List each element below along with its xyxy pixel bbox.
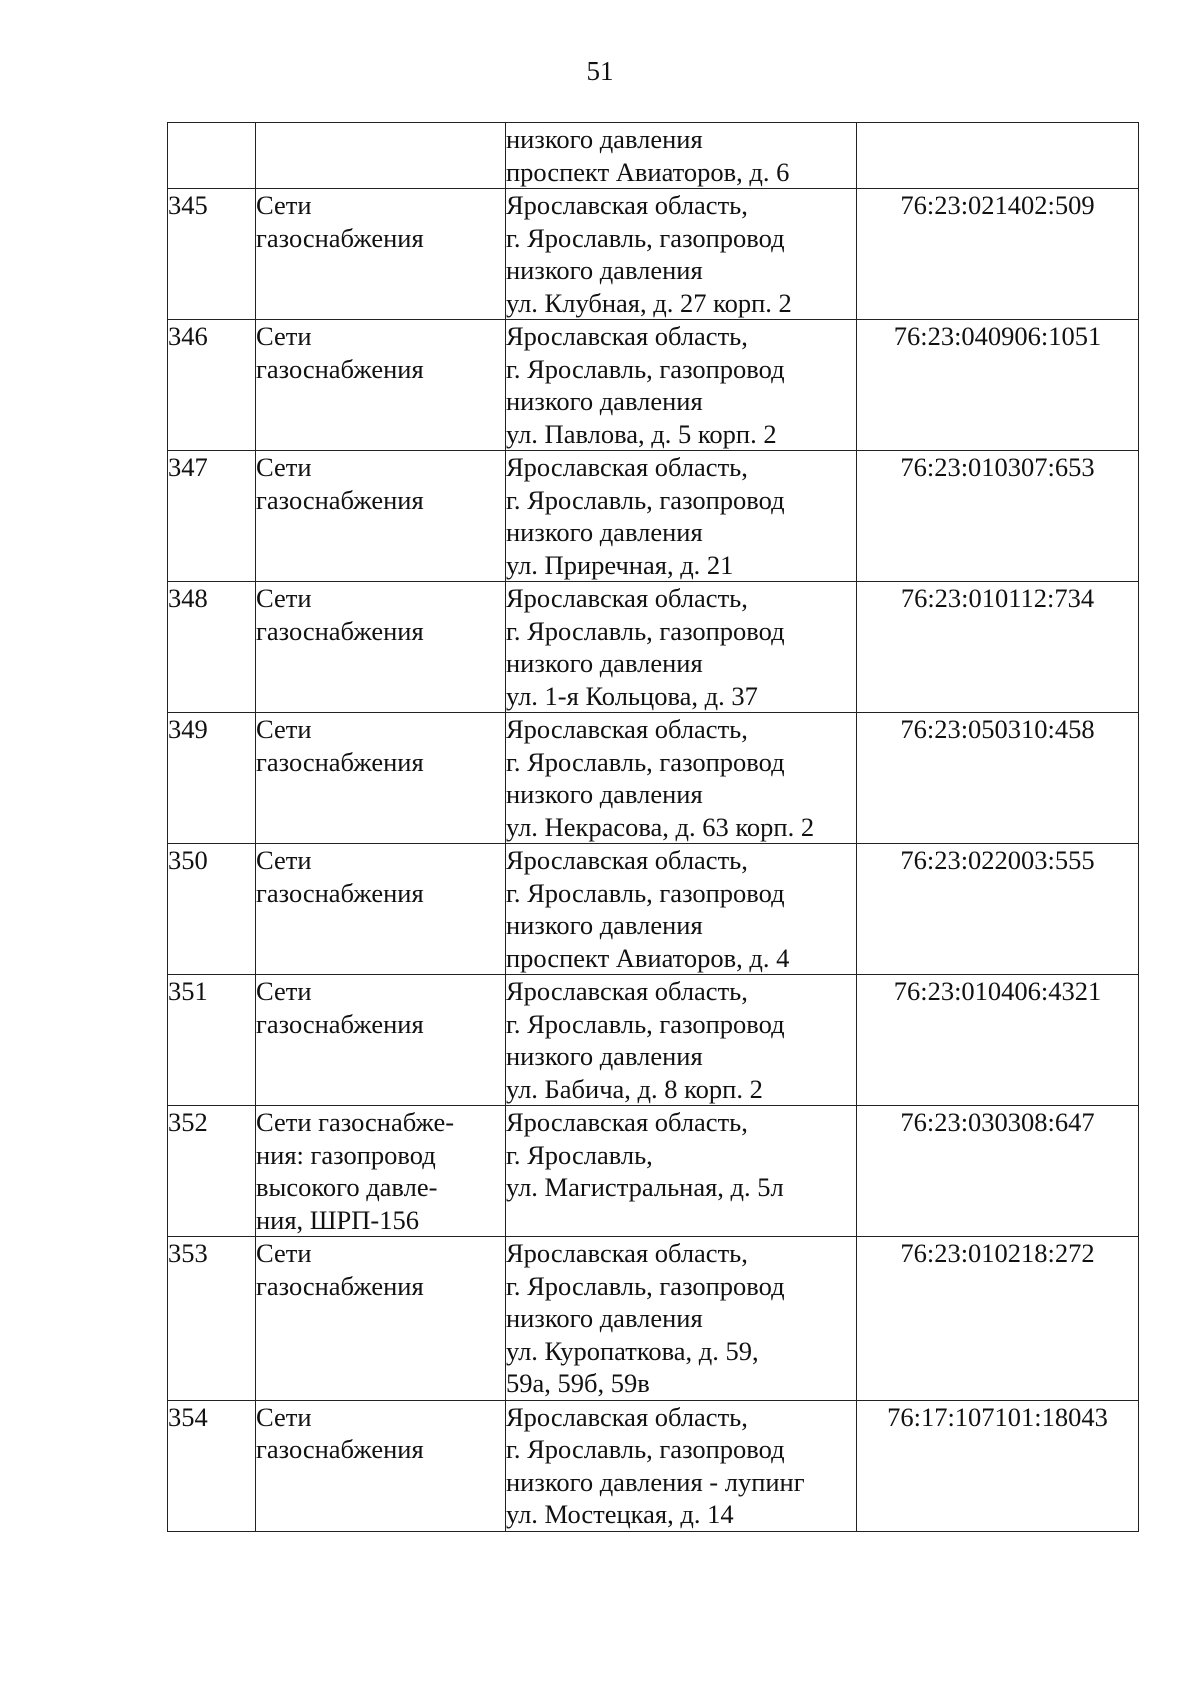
cadastral-number-cell: 76:23:040906:1051 — [857, 320, 1139, 451]
object-name-cell-line: ния: газопровод — [256, 1139, 436, 1170]
address-cell — [506, 1106, 857, 1237]
address-cell-line: низкого давления — [506, 779, 703, 809]
address-cell-line: ул. Куропаткова, д. 59, — [506, 1335, 759, 1366]
object-name-cell-line: Сети — [256, 452, 312, 482]
object-name-cell — [256, 1400, 506, 1531]
address-cell — [506, 189, 857, 320]
address-cell-line: низкого давления — [506, 648, 703, 678]
address-cell-line: проспект Авиаторов, д. 4 — [506, 942, 790, 973]
address-cell — [506, 713, 857, 844]
object-name-cell — [256, 123, 506, 189]
page-number: 51 — [586, 56, 614, 86]
row-number-cell: 351 — [168, 975, 256, 1106]
address-cell — [506, 1400, 857, 1531]
address-cell-line: ул. Магистральная, д. 5л — [506, 1172, 784, 1202]
address-cell — [506, 975, 857, 1106]
object-name-cell-line: газоснабжения — [256, 222, 424, 253]
table-row — [168, 1400, 1139, 1531]
object-name-cell-line: газоснабжения — [256, 484, 424, 515]
cadastral-number-cell: 76:23:022003:555 — [857, 844, 1139, 975]
address-cell-line: низкого давления — [506, 910, 703, 940]
object-name-cell — [256, 1106, 506, 1237]
address-cell-line: низкого давления — [506, 517, 703, 547]
address-cell-line: Ярославская область, — [506, 1401, 748, 1432]
address-cell-line: Ярославская область, — [506, 321, 748, 351]
address-cell-line: Ярославская область, — [506, 190, 748, 220]
continuation-row — [168, 123, 1139, 189]
row-number-cell: 352 — [168, 1106, 256, 1237]
cadastral-number-cell: 76:23:030308:647 — [857, 1106, 1139, 1237]
object-name-cell — [256, 189, 506, 320]
address-cell-line: низкого давления — [506, 386, 703, 416]
cadastral-number-cell: 76:23:050310:458 — [857, 713, 1139, 844]
table-row — [168, 1237, 1139, 1401]
address-cell-line: г. Ярославль, газопровод — [506, 615, 785, 646]
address-cell-line: г. Ярославль, газопровод — [506, 1270, 785, 1301]
row-number-cell: 350 — [168, 844, 256, 975]
address-cell-line: г. Ярославль, газопровод — [506, 1008, 785, 1039]
address-cell-line: ул. Павлова, д. 5 корп. 2 — [506, 418, 777, 449]
table-row — [168, 713, 1139, 844]
address-cell-line: Ярославская область, — [506, 845, 748, 875]
object-name-cell-line: Сети — [256, 190, 312, 220]
cadastral-number-cell: 76:23:010307:653 — [857, 451, 1139, 582]
address-cell-line: Ярославская область, — [506, 976, 748, 1006]
registry-table — [167, 122, 1139, 1532]
object-name-cell-line: Сети — [256, 845, 312, 875]
object-name-cell-line: газоснабжения — [256, 615, 424, 646]
row-number-cell: 347 — [168, 451, 256, 582]
address-cell — [506, 582, 857, 713]
object-name-cell-line: газоснабжения — [256, 746, 424, 777]
address-cell-line: Ярославская область, — [506, 583, 748, 613]
object-name-cell — [256, 582, 506, 713]
address-cell-line: г. Ярославль, газопровод — [506, 222, 785, 253]
cadastral-number-cell: 76:23:010112:734 — [857, 582, 1139, 713]
row-number-cell: 354 — [168, 1400, 256, 1531]
table-row — [168, 320, 1139, 451]
object-name-cell-line: газоснабжения — [256, 1270, 424, 1301]
address-cell-line: низкого давления — [506, 124, 703, 154]
object-name-cell — [256, 975, 506, 1106]
cadastral-number-cell: 76:23:021402:509 — [857, 189, 1139, 320]
table-row — [168, 582, 1139, 713]
address-cell — [506, 320, 857, 451]
address-cell-line: низкого давления — [506, 1303, 703, 1333]
address-cell-line: низкого давления - лупинг — [506, 1466, 805, 1497]
row-number-cell: 353 — [168, 1237, 256, 1401]
object-name-cell-line: газоснабжения — [256, 1008, 424, 1039]
address-cell-line: проспект Авиаторов, д. 6 — [506, 156, 790, 187]
address-cell — [506, 1237, 857, 1401]
address-cell-line: Ярославская область, — [506, 1238, 748, 1268]
cadastral-number-cell: 76:17:107101:18043 — [857, 1400, 1139, 1531]
address-cell-line: ул. Клубная, д. 27 корп. 2 — [506, 287, 792, 318]
object-name-cell-line: Сети — [256, 976, 312, 1006]
object-name-cell-line: газоснабжения — [256, 1434, 424, 1464]
address-cell — [506, 844, 857, 975]
object-name-cell-line: ния, ШРП-156 — [256, 1204, 419, 1235]
address-cell-line: г. Ярославль, газопровод — [506, 1434, 785, 1464]
address-cell — [506, 123, 857, 189]
row-number-cell — [168, 123, 256, 189]
table-row — [168, 451, 1139, 582]
address-cell-line: ул. Мостецкая, д. 14 — [506, 1499, 734, 1529]
address-cell-line: Ярославская область, — [506, 452, 748, 482]
cadastral-number-cell: 76:23:010406:4321 — [857, 975, 1139, 1106]
address-cell-line: Ярославская область, — [506, 1107, 748, 1137]
object-name-cell-line: Сети — [256, 1238, 312, 1268]
address-cell-line: ул. 1-я Кольцова, д. 37 — [506, 680, 758, 711]
row-number-cell: 348 — [168, 582, 256, 713]
table-row — [168, 1106, 1139, 1237]
row-number-cell: 345 — [168, 189, 256, 320]
object-name-cell — [256, 320, 506, 451]
object-name-cell-line: газоснабжения — [256, 353, 424, 384]
row-number-cell: 346 — [168, 320, 256, 451]
object-name-cell — [256, 451, 506, 582]
address-cell-line: Ярославская область, — [506, 714, 748, 744]
address-cell-line: г. Ярославль, газопровод — [506, 353, 785, 384]
object-name-cell-line: Сети — [256, 1401, 312, 1432]
table-row — [168, 975, 1139, 1106]
address-cell-line: 59а, 59б, 59в — [506, 1368, 650, 1398]
object-name-cell-line: Сети — [256, 321, 312, 351]
table-row — [168, 189, 1139, 320]
object-name-cell-line: Сети газоснабже- — [256, 1107, 455, 1137]
object-name-cell-line: высокого давле- — [256, 1172, 438, 1202]
cadastral-number-cell: 76:23:010218:272 — [857, 1237, 1139, 1401]
address-cell-line: г. Ярославль, газопровод — [506, 484, 785, 515]
row-number-cell: 349 — [168, 713, 256, 844]
address-cell-line: г. Ярославль, газопровод — [506, 877, 785, 908]
object-name-cell-line: Сети — [256, 583, 312, 613]
object-name-cell-line: газоснабжения — [256, 877, 424, 908]
address-cell-line: низкого давления — [506, 1041, 703, 1071]
table-row — [168, 844, 1139, 975]
address-cell-line: г. Ярославль, газопровод — [506, 746, 785, 777]
address-cell-line: ул. Приречная, д. 21 — [506, 549, 734, 580]
address-cell-line: низкого давления — [506, 255, 703, 285]
registry-table-body — [168, 123, 1139, 1532]
object-name-cell — [256, 713, 506, 844]
address-cell-line: ул. Некрасова, д. 63 корп. 2 — [506, 811, 815, 842]
object-name-cell-line: Сети — [256, 714, 312, 744]
object-name-cell — [256, 844, 506, 975]
address-cell — [506, 451, 857, 582]
object-name-cell — [256, 1237, 506, 1401]
cadastral-number-cell — [857, 123, 1139, 189]
address-cell-line: ул. Бабича, д. 8 корп. 2 — [506, 1073, 763, 1104]
address-cell-line: г. Ярославль, — [506, 1139, 653, 1170]
